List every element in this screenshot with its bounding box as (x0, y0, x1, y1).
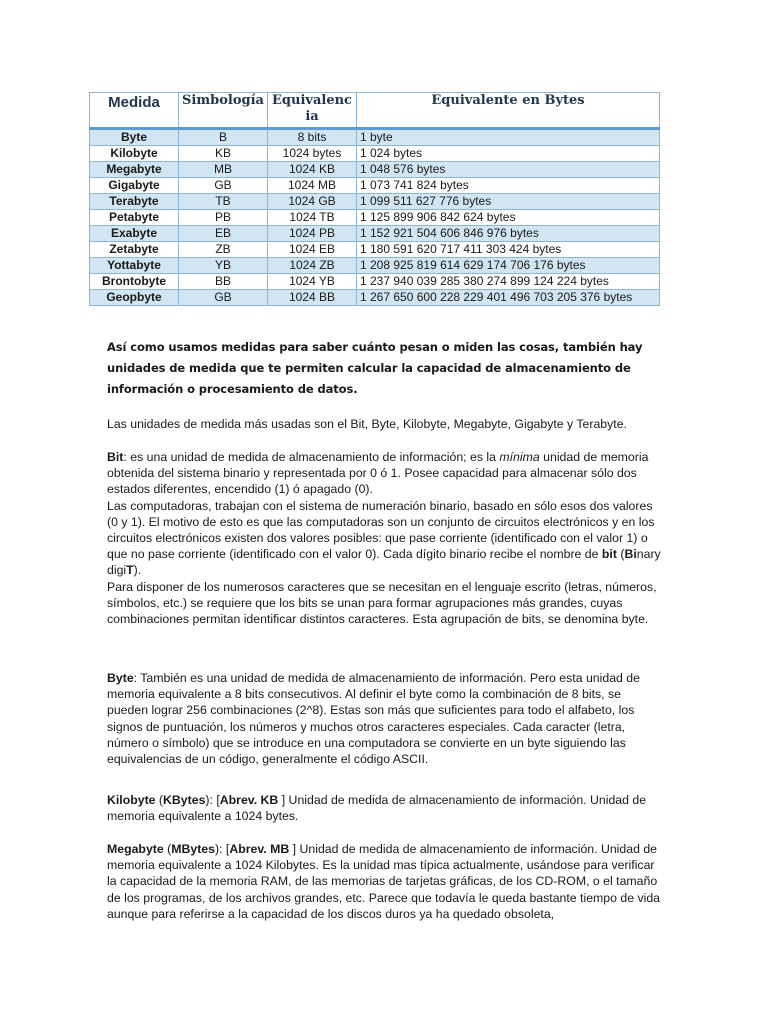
unit-symbol: GB (179, 178, 268, 194)
unit-bytes: 1 267 650 600 228 229 401 496 703 205 376 bytes (357, 290, 660, 306)
bit-section (107, 449, 663, 627)
megabyte-definition (107, 841, 663, 922)
bit-text-minima: mínima (499, 450, 540, 464)
unit-symbol: GB (179, 290, 268, 306)
table-row (90, 242, 660, 258)
bit-nary: nary digi (107, 547, 661, 578)
table-header-row (90, 93, 660, 129)
unit-name: Yottabyte (90, 258, 179, 274)
unit-symbol: BB (179, 274, 268, 290)
bit-word: bit (601, 547, 617, 562)
unit-equivalence: 1024 MB (268, 178, 357, 194)
bit-text-2: Las computadoras, trabajan con el sistema de numeración binario, basado en sólo esos dos valores (0 y 1). El motivo de esto es que las computadoras son un conjunto de circuitos electrónicos y en los circuitos electrónicos existen dos valores posibles: que pase corriente (identificado con el valor 1) o que no pase corriente (identificado con el valor 0). Cada dígito binario recibe el nombre de (107, 498, 655, 562)
megabyte-term: Megabyte (107, 842, 164, 856)
units-list-text: Las unidades de medida más usadas son el Bit, Byte, Kilobyte, Megabyte, Gigabyte y Terabyte. (107, 417, 627, 431)
unit-equivalence: 1024 BB (268, 290, 357, 306)
unit-equivalence: 1024 EB (268, 242, 357, 258)
table-row (90, 210, 660, 226)
unit-name: Brontobyte (90, 274, 179, 290)
table-row (90, 226, 660, 242)
unit-equivalence: 8 bits (268, 129, 357, 146)
byte-term: Byte (107, 671, 134, 685)
table-row (90, 162, 660, 178)
megabyte-section (107, 841, 663, 922)
unit-symbol: YB (179, 258, 268, 274)
header-equivalente-bytes: Equivalente en Bytes (357, 93, 660, 129)
unit-name: Zetabyte (90, 242, 179, 258)
unit-bytes: 1 byte (357, 129, 660, 146)
header-equivalencia: Equivalencia (268, 93, 357, 129)
unit-bytes: 1 125 899 906 842 624 bytes (357, 210, 660, 226)
byte-section (107, 670, 663, 767)
unit-symbol: TB (179, 194, 268, 210)
unit-symbol: KB (179, 146, 268, 162)
unit-bytes: 1 073 741 824 bytes (357, 178, 660, 194)
bit-bi: Bi (624, 547, 637, 562)
unit-equivalence: 1024 PB (268, 226, 357, 242)
units-list-paragraph (107, 416, 663, 432)
bit-term: Bit (107, 450, 124, 464)
bit-paren-close: ). (133, 563, 142, 578)
unit-equivalence: 1024 YB (268, 274, 357, 290)
unit-equivalence: 1024 bytes (268, 146, 357, 162)
kilobyte-section (107, 792, 663, 824)
unit-name: Gigabyte (90, 178, 179, 194)
unit-equivalence: 1024 GB (268, 194, 357, 210)
unit-name: Terabyte (90, 194, 179, 210)
header-medida: Medida (90, 93, 179, 129)
unit-name: Exabyte (90, 226, 179, 242)
intro-paragraph: Así como usamos medidas para saber cuánto pesan o miden las cosas, también hay unidades de medida que te permiten calcular la capacidad de almacenamiento de información o procesamiento de datos. (107, 340, 643, 396)
unit-equivalence: 1024 TB (268, 210, 357, 226)
megabyte-paren-open: ( (163, 842, 172, 856)
table-body (90, 129, 660, 306)
kilobyte-text: ] Unidad de medida de almacenamiento de información. Unidad de memoria equivalente a 1024 bytes. (107, 793, 647, 824)
megabyte-abrev: Abrev. MB (229, 842, 290, 856)
unit-symbol: ZB (179, 242, 268, 258)
unit-name: Kilobyte (90, 146, 179, 162)
bit-paren-open: ( (616, 547, 625, 562)
kilobyte-term: Kilobyte (107, 793, 156, 807)
table-row (90, 129, 660, 146)
unit-bytes: 1 099 511 627 776 bytes (357, 194, 660, 210)
unit-symbol: MB (179, 162, 268, 178)
table-row (90, 274, 660, 290)
unit-bytes: 1 180 591 620 717 411 303 424 bytes (357, 242, 660, 258)
bit-definition (107, 449, 663, 498)
unit-equivalence: 1024 KB (268, 162, 357, 178)
unit-symbol: EB (179, 226, 268, 242)
unit-bytes: 1 048 576 bytes (357, 162, 660, 178)
megabyte-abbr: MBytes (171, 842, 215, 856)
table-row (90, 194, 660, 210)
table-row (90, 290, 660, 306)
unit-bytes: 1 208 925 819 614 629 174 706 176 bytes (357, 258, 660, 274)
kilobyte-definition (107, 792, 663, 824)
header-simbologia: Simbología (179, 93, 268, 129)
bit-text-1: : es una unidad de medida de almacenamiento de información; es la (123, 450, 500, 464)
units-table (89, 92, 660, 306)
megabyte-text: ] Unidad de medida de almacenamiento de información. Unidad de memoria equivalente a 1024 Kilobytes. Es la unidad mas típica actualmente, usándose para verificar la capacidad de la memoria RAM, de las memorias de tarjetas gráficas, de los CD-ROM, o el tamaño de los programas, de los archivos grandes, etc. Parece que todavía le queda bastante tiempo de vida aunque para referirse a la capacidad de los discos duros ya ha quedado obsoleta, (107, 842, 661, 921)
unit-name: Petabyte (90, 210, 179, 226)
byte-text: : También es una unidad de medida de almacenamiento de información. Pero esta unidad de memoria equivalente a 8 bits consecutivos. Al definir el byte como la combinación de 8 bits, se pueden lograr 256 combinaciones (2^8). Estas son más que suficientes para todo el alfabeto, los signos de puntuación, los números y muchos otros caracteres especiales. Cada caracter (letra, número o símbolo) que se introduce en una computadora se convierte en un byte siguiendo las equivalencias de un código, generalmente el código ASCII. (107, 671, 640, 767)
table-row (90, 146, 660, 162)
unit-bytes: 1 152 921 504 606 846 976 bytes (357, 226, 660, 242)
unit-name: Geopbyte (90, 290, 179, 306)
unit-name: Byte (90, 129, 179, 146)
table-row (90, 258, 660, 274)
kilobyte-abbr: KBytes (163, 793, 206, 807)
unit-equivalence: 1024 ZB (268, 258, 357, 274)
kilobyte-paren-open: ( (155, 793, 164, 807)
megabyte-mid: ): [ (214, 842, 230, 856)
unit-name: Megabyte (90, 162, 179, 178)
kilobyte-abrev: Abrev. KB (219, 793, 279, 807)
bit-grouping-paragraph: Para disponer de los numerosos caracteres que se necesitan en el lenguaje escrito (letras, números, símbolos, etc.) se requiere que los bits se unan para formar agrupaciones más grandes, cuyas combinaciones permitan identificar distintos caracteres. Esta agrupación de bits, se denomina byte. (107, 579, 657, 627)
kilobyte-mid: ): [ (205, 793, 220, 807)
bit-t: T (126, 563, 134, 578)
table-row (90, 178, 660, 194)
byte-definition (107, 670, 663, 767)
unit-symbol: B (179, 129, 268, 146)
unit-bytes: 1 237 940 039 285 380 274 899 124 224 bytes (357, 274, 660, 290)
unit-symbol: PB (179, 210, 268, 226)
bit-binary-paragraph (107, 498, 663, 579)
unit-bytes: 1 024 bytes (357, 146, 660, 162)
bit-text-1-end: unidad de memoria obtenida del sistema binario y representada por 0 ó 1. Posee capacidad para almacenar sólo dos estados diferentes, encendido (1) ó apagado (0). (107, 450, 649, 497)
